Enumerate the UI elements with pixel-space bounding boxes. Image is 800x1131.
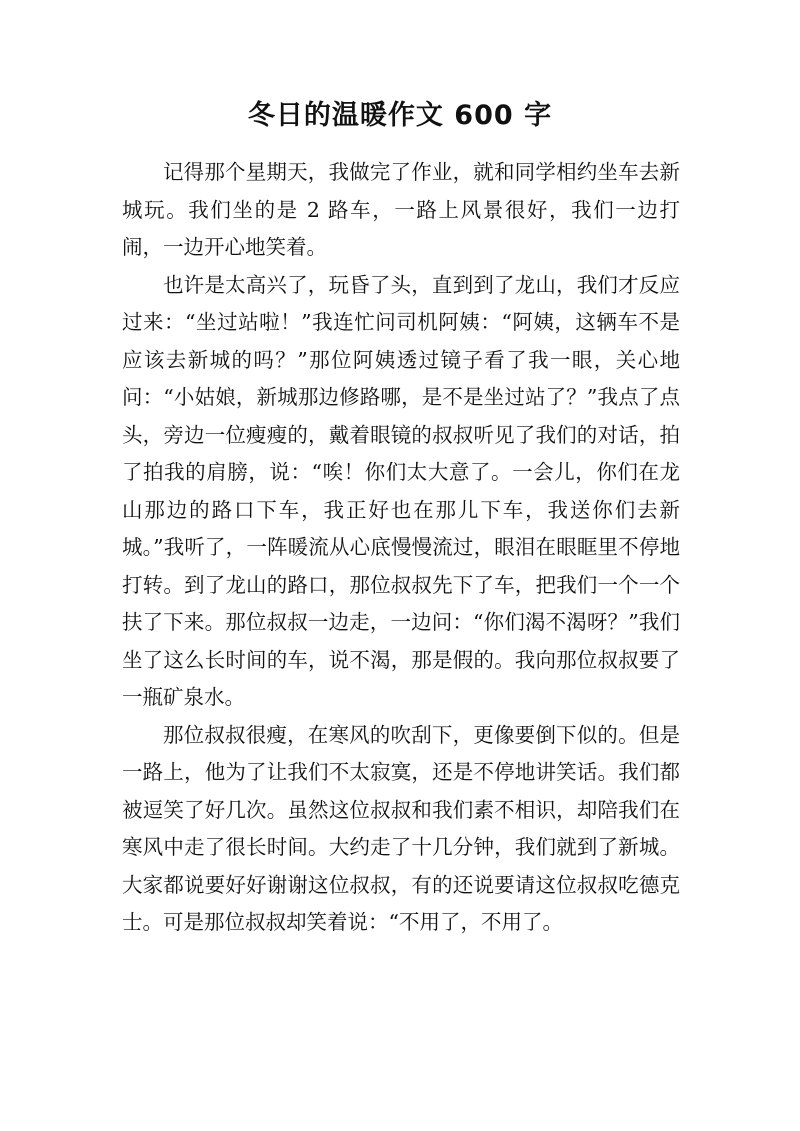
paragraph-3: 那位叔叔很瘦，在寒风的吹刮下，更像要倒下似的。但是一路上，他为了让我们不太寂寞，还是不停地讲笑话。我们都被逗笑了好几次。虽然这位叔叔和我们素不相识，却陪我们在寒风中走了很长时间。大约走了十几分钟，我们就到了新城。大家都说要好好谢谢这位叔叔，有的还说要请这位叔叔吃德克士。可是那位叔叔却笑着说：“不用了，不用了。 [122,722,680,934]
document-body [122,154,680,942]
paragraph-2: 也许是太高兴了，玩昏了头，直到到了龙山，我们才反应过来：“坐过站啦！”我连忙问司机阿姨：“阿姨，这辆车不是应该去新城的吗？”那位阿姨透过镜子看了我一眼，关心地问：“小姑娘，新城那边修路哪，是不是坐过站了？”我点了点头，旁边一位瘦瘦的，戴着眼镜的叔叔听见了我们的对话，拍了拍我的肩膀，说：“唉！你们太大意了。一会儿，你们在龙山那边的路口下车，我正好也在那儿下车，我送你们去新城。”我听了，一阵暖流从心底慢慢流过，眼泪在眼眶里不停地打转。到了龙山的路口，那位叔叔先下了车，把我们一个一个扶了下来。那位叔叔一边走，一边问：“你们渴不渴呀？”我们坐了这么长时间的车，说不渴，那是假的。我向那位叔叔要了一瓶矿泉水。 [122,272,680,709]
document-title: 冬日的温暖作文 600 字 [247,100,553,131]
paragraph-1: 记得那个星期天，我做完了作业，就和同学相约坐车去新城玩。我们坐的是 2 路车，一路上风景很好，我们一边打闹，一边开心地笑着。 [122,160,680,259]
